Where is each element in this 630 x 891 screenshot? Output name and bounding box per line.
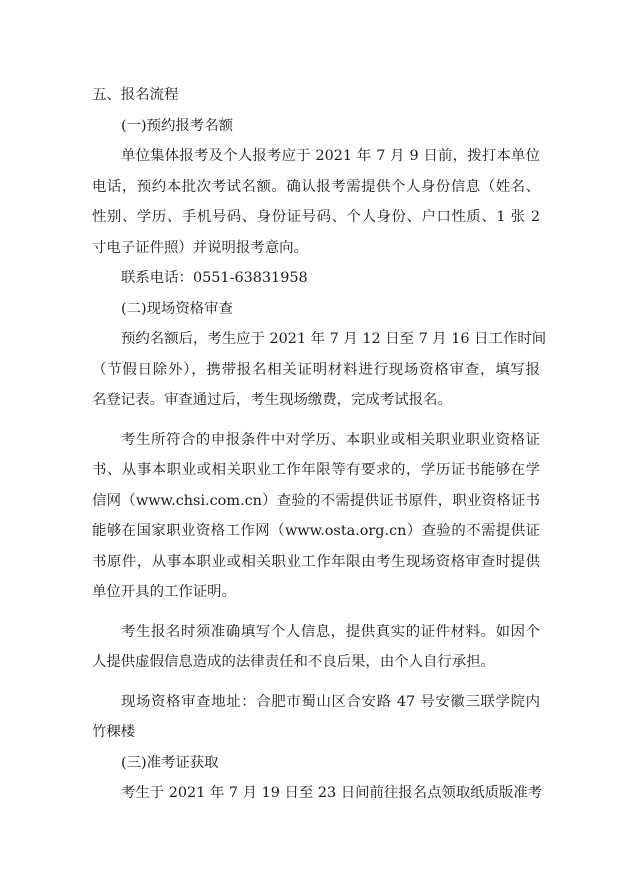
text-line: 寸电子证件照）并说明报考意向。 [92,239,308,256]
text-line: 性别、学历、手机号码、身份证号码、个人身份、户口性质、1 张 2 [92,209,540,225]
paragraph-onsite-review [92,324,547,416]
paragraph-admission-ticket [92,778,543,809]
text-line: 竹稞楼 [92,724,136,740]
text-line: 书原件，从事本职业或相关职业工作年限由考生现场资格审查时提供 [92,553,540,570]
text-line: 预约名额后，考生应于 2021 年 7 月 12 日至 7 月 16 日工作时间 [121,331,547,347]
subsection-heading-3: (三)准考证获取 [121,754,219,771]
text-line: 考生所符合的申报条件中对学历、本职业或相关职业职业资格证 [121,431,540,448]
subsection-heading-1: (一)预约报考名额 [121,117,233,134]
subsection-heading-2: (二)现场资格审查 [121,300,233,317]
section-title: 五、报名流程 [92,87,179,103]
text-line: 能够在国家职业资格工作网（www.osta.org.cn）查验的不需提供证 [92,523,540,539]
text-line: 人提供虚假信息造成的法律责任和不良后果，由个人自行承担。 [92,654,495,670]
text-line: 书、从事本职业或相关职业工作年限等有要求的，学历证书能够在学 [92,462,540,478]
text-line: （节假日除外），携带报名相关证明材料进行现场资格审查，填写报 [92,361,540,378]
text-line: 考生报名时须准确填写个人信息，提供真实的证件材料。如因个 [121,623,540,640]
text-line: 考生于 2021 年 7 月 19 日至 23 日间前往报名点领取纸质版准考 [121,785,543,801]
paragraph-certificate-verification [92,425,540,608]
text-line: 名登记表。审查通过后，考生现场缴费，完成考试报名。 [92,392,452,408]
paragraph-review-address [92,687,540,748]
text-line: 电话，预约本批次考试名额。确认报考需提供个人身份信息（姓名、 [92,178,540,195]
document-body [92,80,547,809]
text-line: 现场资格审查地址：合肥市蜀山区合安路 47 号安徽三联学院内 [121,693,540,710]
paragraph-truthful-info [92,617,540,678]
text-line: 单位集体报考及个人报考应于 2021 年 7 月 9 日前，拨打本单位 [121,148,540,164]
paragraph-reservation [92,141,540,263]
contact-phone: 联系电话：0551-63831958 [121,270,308,286]
text-line: 单位开具的工作证明。 [92,584,236,600]
text-line: 信网（www.chsi.com.cn）查验的不需提供证书原件，职业资格证书 [92,492,540,509]
